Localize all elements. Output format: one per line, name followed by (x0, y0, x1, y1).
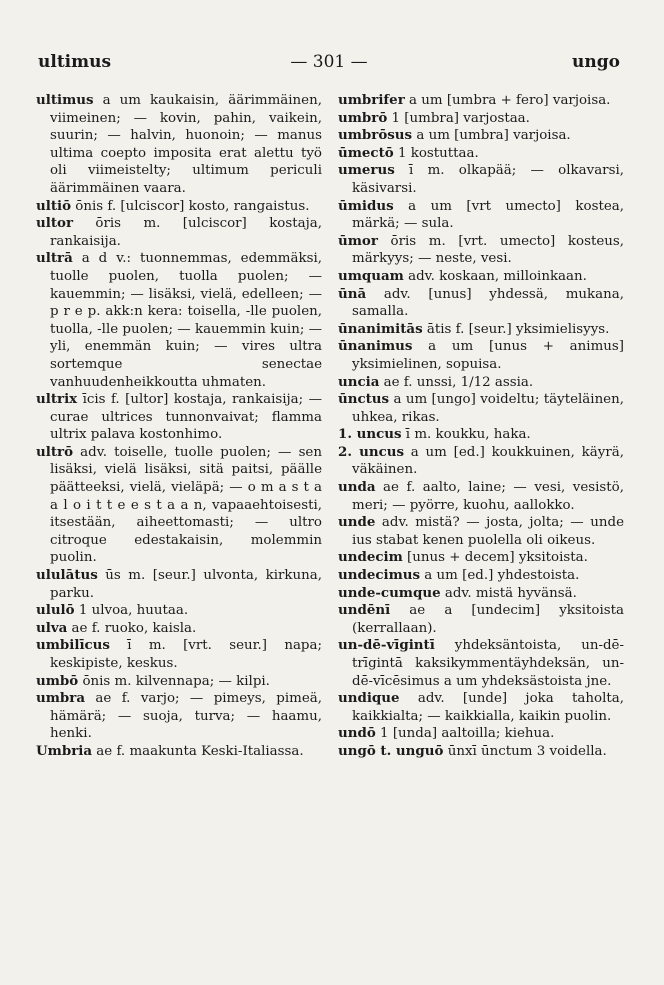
dictionary-entry (338, 602, 624, 637)
entry-headword: ultrix (36, 391, 78, 408)
entry-headword: umbrō (338, 109, 388, 126)
entry-definition: yhdeksäntoista, un-dē-trīgintā kaksikymmentäyhdeksän, un-dē-vīcēsimus a um yhdeksästoista jne. (352, 638, 624, 689)
dictionary-entry (36, 391, 322, 444)
entry-headword: 1. uncus (338, 426, 402, 443)
dictionary-entry (36, 215, 322, 250)
entry-headword: ūnanimus (338, 338, 413, 355)
entry-headword: ulva (36, 619, 68, 636)
dictionary-entry (338, 549, 624, 567)
entry-headword: umquam (338, 267, 404, 284)
entry-definition: a um kaukaisin, äärimmäinen, viimeinen; — kovin, pahin, vaikein, suurin; — halvin, huonoin; — manus ultima coepto imposita erat alettu työ oli viimeistelty; ultimum periculi äärimmäinen vaara. (50, 93, 322, 196)
entry-definition: ātis f. [seur.] yksimielisyys. (422, 321, 610, 337)
dictionary-entry (338, 127, 624, 145)
dictionary-entry (338, 268, 624, 286)
dictionary-entry (338, 92, 624, 110)
page-number: — 301 — (290, 52, 368, 72)
entry-headword: umbrōsus (338, 127, 413, 144)
dictionary-entry (338, 110, 624, 128)
dictionary-entry (36, 743, 322, 761)
entry-headword: umbra (36, 690, 85, 707)
dictionary-entry (338, 286, 624, 321)
entry-definition: a d v.: tuonnemmas, edemmäksi, tuolle puolen, tuolla puolen; — kauemmin; — lisäksi, vielä, edelleen; — p r e p. akk:n kera: toisella, -lle puolen, tuolla, -lle puolen; — kauemmin kuin; — yli, enemmän kuin; — vires ultra sortemque senectae vanhuudenheikkoutta uhmaten. (50, 251, 322, 390)
entry-definition: īcis f. [ultor] kostaja, rankaisija; — curae ultrices tunnonvaivat; flamma ultrix palava kostonhimo. (50, 392, 322, 443)
entry-headword: ultimus (36, 92, 94, 108)
entry-definition: adv. toiselle, tuolle puolen; — sen lisäksi, vielä lisäksi, sitä paitsi, päälle päätteeksi, vielä, vieläpä; — o m a s t a a l o i t t e e s t a a n, vapaaehtoisesti, itsestään, aiheettomasti; — ultro citroque edestakaisin, molemmin puolin. (50, 444, 322, 566)
dictionary-entry (338, 391, 624, 426)
dictionary-entry (338, 321, 624, 339)
entry-definition: adv. koskaan, milloinkaan. (403, 268, 587, 284)
entry-definition: ī m. [vrt. seur.] napa; keskipiste, keskus. (50, 638, 322, 671)
dictionary-entry (36, 250, 322, 391)
entry-definition: 1 [umbra] varjostaa. (387, 110, 530, 126)
entry-definition: a um [vrt umecto] kostea, märkä; — sula. (352, 198, 624, 232)
entry-definition: ūnxī ūnctum 3 voidella. (443, 743, 607, 759)
entry-headword: ultor (36, 215, 73, 232)
entry-headword: undēnī (338, 602, 391, 619)
dictionary-entry (338, 479, 624, 514)
entry-definition: adv. [unus] yhdessä, mukana, samalla. (352, 286, 624, 320)
dictionary-entry (338, 198, 624, 233)
entry-definition: ae f. varjo; — pimeys, pimeä, hämärä; — suoja, turva; — haamu, henki. (50, 691, 322, 742)
dictionary-entry (36, 637, 322, 672)
entry-definition: a um [umbra + fero] varjoisa. (404, 93, 611, 108)
entry-headword: undecimus (338, 567, 421, 584)
dictionary-entry (338, 444, 624, 479)
entry-headword: undō (338, 725, 376, 742)
dictionary-entry (36, 444, 322, 567)
entry-definition: 1 kostuttaa. (393, 145, 479, 161)
entry-headword: ūmidus (338, 197, 394, 214)
dictionary-entry (338, 585, 624, 603)
entry-definition: 1 [unda] aaltoilla; kiehua. (375, 726, 555, 742)
entry-definition: ae f. unssi, 1/12 assia. (379, 374, 534, 390)
entry-definition: a um [unus + animus] yksimielinen, sopuisa. (352, 339, 624, 372)
entry-headword: ūmor (338, 232, 378, 249)
entry-headword: Umbria (36, 742, 93, 759)
entry-definition: ī m. olkapää; — olkavarsi, käsivarsi. (352, 163, 624, 196)
dictionary-entry (338, 567, 624, 585)
dictionary-entry (36, 198, 322, 216)
entry-definition: ae f. ruoko, kaisla. (67, 620, 197, 636)
dictionary-entry (338, 145, 624, 163)
entry-definition: a um [ed.] yhdestoista. (420, 568, 580, 584)
dictionary-entry (36, 567, 322, 602)
entry-headword: ululō (36, 602, 75, 619)
dictionary-entry (338, 162, 624, 197)
entry-headword: umbō (36, 672, 79, 689)
entry-headword: undique (338, 690, 400, 707)
dictionary-entry (338, 233, 624, 268)
dictionary-entry (338, 514, 624, 549)
entry-definition: ōris m. [vrt. umecto] kosteus, märkyys; — neste, vesi. (352, 233, 624, 267)
entry-headword: ultiō (36, 197, 72, 214)
dictionary-entry (338, 426, 624, 444)
entry-headword: umerus (338, 162, 395, 179)
entry-definition: ī m. koukku, haka. (401, 427, 531, 443)
entry-definition: ūs m. [seur.] ulvonta, kirkuna, parku. (50, 568, 322, 601)
entry-definition: ae f. aalto, laine; — vesi, vesistö, meri; — pyörre, kuohu, aallokko. (352, 480, 624, 513)
entry-headword: umbilīcus (36, 637, 110, 654)
entry-headword: ūnā (338, 285, 367, 302)
entry-headword: un-dē-vīgintī (338, 637, 435, 654)
entry-definition: ae a [undecim] yksitoista (kerrallaan). (352, 603, 624, 636)
entry-definition: a um [umbra] varjoisa. (412, 128, 571, 144)
entry-definition: a um [ungo] voideltu; täyteläinen, uhkea, rikas. (352, 392, 624, 425)
entry-definition: adv. mistä hyvänsä. (440, 585, 577, 601)
left-column (36, 92, 322, 761)
dictionary-entry (338, 743, 624, 761)
right-column (338, 92, 624, 761)
entry-definition: a um [ed.] koukkuinen, käyrä, väkäinen. (352, 444, 624, 478)
dictionary-entry (338, 725, 624, 743)
entry-headword: unde-cumque (338, 584, 441, 601)
page-header (38, 52, 620, 80)
entry-headword: ūnanimitās (338, 320, 423, 337)
entry-headword: umbrifer (338, 92, 405, 108)
dictionary-entry (338, 374, 624, 392)
entry-definition: ōris m. [ulciscor] kostaja, rankaisija. (50, 216, 322, 249)
dictionary-entry (338, 637, 624, 690)
entry-headword: undecim (338, 549, 403, 566)
entry-headword: uncia (338, 373, 380, 390)
entry-definition: adv. mistä? — josta, jolta; — unde ius stabat kenen puolella oli oikeus. (352, 515, 624, 548)
entry-definition: adv. [unde] joka taholta, kaikkialta; — kaikkialla, kaikin puolin. (352, 691, 624, 724)
dictionary-entry (338, 690, 624, 725)
entry-headword: ūnctus (338, 391, 390, 408)
entry-headword: ululātus (36, 567, 98, 584)
entry-headword: ungō t. unguō (338, 742, 444, 759)
entry-definition: ōnis m. kilvennapa; — kilpi. (78, 673, 270, 689)
entry-definition: [unus + decem] yksitoista. (402, 550, 588, 566)
dictionary-entry (36, 690, 322, 743)
entry-headword: 2. uncus (338, 443, 405, 460)
entry-definition: 1 ulvoa, huutaa. (74, 603, 189, 619)
header-first-headword: ultimus (38, 52, 112, 72)
dictionary-entry (36, 620, 322, 638)
entry-headword: unda (338, 479, 376, 496)
entry-headword: ūmectō (338, 144, 394, 161)
header-last-headword: ungo (572, 52, 620, 72)
entry-headword: ultrā (36, 250, 73, 267)
entry-definition: ōnis f. [ulciscor] kosto, rangaistus. (71, 198, 310, 214)
entry-headword: ultrō (36, 443, 73, 460)
dictionary-entry (36, 602, 322, 620)
dictionary-entry (338, 338, 624, 373)
entry-definition: ae f. maakunta Keski-Italiassa. (92, 743, 304, 759)
dictionary-entry (36, 92, 322, 198)
dictionary-entry (36, 673, 322, 691)
entry-headword: unde (338, 514, 376, 531)
